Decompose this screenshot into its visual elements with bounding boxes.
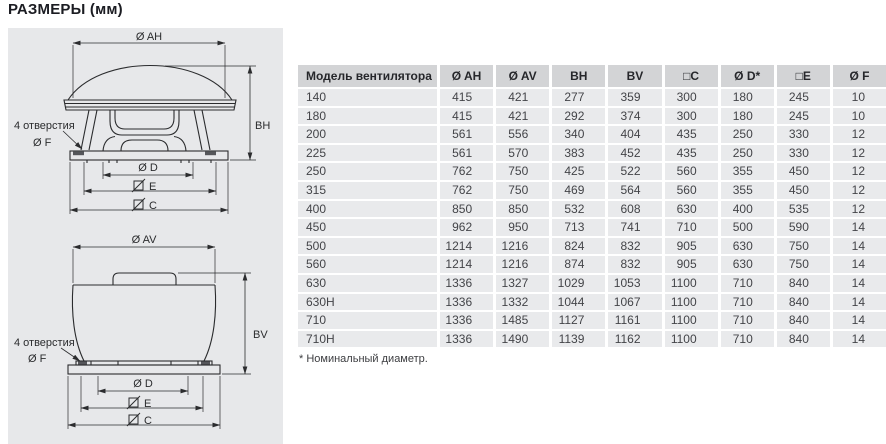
value-cell: 570 (496, 145, 549, 162)
holes-callout (14, 120, 82, 149)
value-cell: 330 (777, 126, 830, 143)
value-cell: 874 (552, 256, 605, 273)
model-cell: 140 (298, 89, 437, 106)
value-cell: 590 (777, 219, 830, 236)
value-cell: 10 (833, 89, 886, 106)
value-cell: 750 (496, 182, 549, 199)
value-cell: 532 (552, 201, 605, 218)
value-cell: 905 (665, 238, 718, 255)
holes-diameter-label: Ø F (33, 137, 52, 149)
model-cell: 400 (298, 201, 437, 218)
value-cell: 1162 (608, 331, 661, 348)
value-cell: 762 (440, 182, 493, 199)
value-cell: 330 (777, 145, 830, 162)
value-cell: 435 (665, 145, 718, 162)
value-cell: 1100 (665, 331, 718, 348)
value-cell: 415 (440, 108, 493, 125)
dim-e-label: E (149, 181, 157, 193)
value-cell: 560 (665, 182, 718, 199)
value-cell: 962 (440, 219, 493, 236)
value-cell: 1053 (608, 275, 661, 292)
column-header: BV (608, 65, 661, 87)
value-cell: 713 (552, 219, 605, 236)
value-cell: 1161 (608, 312, 661, 329)
value-cell: 415 (440, 89, 493, 106)
dim-av-label: Ø AV (131, 234, 157, 246)
value-cell: 180 (721, 89, 774, 106)
column-header: □E (777, 65, 830, 87)
model-cell: 200 (298, 126, 437, 143)
value-cell: 10 (833, 108, 886, 125)
value-cell: 1139 (552, 331, 605, 348)
value-cell: 1336 (440, 275, 493, 292)
value-cell: 355 (721, 182, 774, 199)
value-cell: 762 (440, 163, 493, 180)
value-cell: 1216 (496, 238, 549, 255)
value-cell: 608 (608, 201, 661, 218)
value-cell: 12 (833, 201, 886, 218)
value-cell: 300 (665, 108, 718, 125)
holes-note-label: 4 отверстия (14, 120, 75, 132)
value-cell: 1067 (608, 294, 661, 311)
fan-body-outline (68, 273, 220, 374)
value-cell: 561 (440, 126, 493, 143)
value-cell: 840 (777, 312, 830, 329)
value-cell: 425 (552, 163, 605, 180)
value-cell: 1029 (552, 275, 605, 292)
value-cell: 1127 (552, 312, 605, 329)
value-cell: 630 (665, 201, 718, 218)
value-cell: 1485 (496, 312, 549, 329)
dim-ah (73, 31, 225, 98)
value-cell: 840 (777, 294, 830, 311)
model-cell: 315 (298, 182, 437, 199)
value-cell: 1100 (665, 294, 718, 311)
value-cell: 1100 (665, 275, 718, 292)
value-cell: 832 (608, 238, 661, 255)
value-cell: 14 (833, 219, 886, 236)
value-cell: 404 (608, 126, 661, 143)
value-cell: 750 (496, 163, 549, 180)
value-cell: 824 (552, 238, 605, 255)
value-cell: 12 (833, 163, 886, 180)
value-cell: 710 (721, 294, 774, 311)
value-cell: 1336 (440, 312, 493, 329)
model-cell: 630 (298, 275, 437, 292)
model-cell: 450 (298, 219, 437, 236)
value-cell: 1100 (665, 312, 718, 329)
value-cell: 741 (608, 219, 661, 236)
value-cell: 1332 (496, 294, 549, 311)
value-cell: 522 (608, 163, 661, 180)
model-cell: 500 (298, 238, 437, 255)
value-cell: 277 (552, 89, 605, 106)
value-cell: 12 (833, 145, 886, 162)
value-cell: 450 (777, 182, 830, 199)
value-cell: 950 (496, 219, 549, 236)
model-cell: 710H (298, 331, 437, 348)
dim-bh-label: BH (255, 120, 271, 132)
dim-ah-label: Ø AH (135, 31, 163, 43)
page-title: РАЗМЕРЫ (мм) (8, 1, 123, 18)
dim-c-label: C (144, 415, 152, 427)
square-slash-icon (132, 198, 145, 211)
dim-d-label: Ø D (138, 162, 158, 174)
column-header: Ø AV (496, 65, 549, 87)
value-cell: 710 (721, 331, 774, 348)
model-cell: 560 (298, 256, 437, 273)
column-header: Ø D* (721, 65, 774, 87)
model-cell: 710 (298, 312, 437, 329)
square-slash-icon (127, 396, 140, 409)
value-cell: 630 (721, 256, 774, 273)
fan-vertical-discharge-drawing (8, 225, 283, 444)
dim-bv-label: BV (253, 329, 268, 341)
value-cell: 14 (833, 312, 886, 329)
value-cell: 355 (721, 163, 774, 180)
dim-c-label: C (149, 200, 157, 212)
value-cell: 556 (496, 126, 549, 143)
dim-bv (178, 273, 268, 374)
value-cell: 1336 (440, 294, 493, 311)
value-cell: 1216 (496, 256, 549, 273)
holes-note-label: 4 отверстия (14, 337, 75, 349)
column-header: BH (552, 65, 605, 87)
value-cell: 500 (721, 219, 774, 236)
value-cell: 359 (608, 89, 661, 106)
fan-horizontal-discharge-drawing (8, 28, 283, 225)
column-header-model: Модель вентилятора (298, 65, 437, 87)
value-cell: 1490 (496, 331, 549, 348)
dim-av (73, 234, 215, 283)
value-cell: 180 (721, 108, 774, 125)
value-cell: 383 (552, 145, 605, 162)
value-cell: 710 (665, 219, 718, 236)
value-cell: 1327 (496, 275, 549, 292)
dim-e-label: E (144, 398, 152, 410)
drawings-panel (8, 28, 283, 444)
dim-d-label: Ø D (133, 378, 153, 390)
value-cell: 452 (608, 145, 661, 162)
value-cell: 14 (833, 294, 886, 311)
value-cell: 850 (496, 201, 549, 218)
value-cell: 14 (833, 331, 886, 348)
value-cell: 750 (777, 256, 830, 273)
value-cell: 710 (721, 312, 774, 329)
value-cell: 750 (777, 238, 830, 255)
value-cell: 469 (552, 182, 605, 199)
value-cell: 561 (440, 145, 493, 162)
value-cell: 630 (721, 238, 774, 255)
value-cell: 850 (440, 201, 493, 218)
value-cell: 250 (721, 126, 774, 143)
dimensions-table (298, 65, 886, 347)
value-cell: 1336 (440, 331, 493, 348)
holes-diameter-label: Ø F (28, 353, 47, 365)
dim-bh (165, 66, 270, 160)
value-cell: 710 (721, 275, 774, 292)
value-cell: 421 (496, 108, 549, 125)
table-footnote: * Номинальный диаметр. (299, 353, 428, 365)
model-cell: 225 (298, 145, 437, 162)
fan-body-outline (64, 66, 236, 164)
value-cell: 12 (833, 126, 886, 143)
value-cell: 840 (777, 275, 830, 292)
value-cell: 14 (833, 238, 886, 255)
value-cell: 340 (552, 126, 605, 143)
value-cell: 1214 (440, 238, 493, 255)
value-cell: 292 (552, 108, 605, 125)
value-cell: 400 (721, 201, 774, 218)
value-cell: 374 (608, 108, 661, 125)
value-cell: 300 (665, 89, 718, 106)
value-cell: 1044 (552, 294, 605, 311)
dim-d (98, 376, 188, 395)
model-cell: 180 (298, 108, 437, 125)
value-cell: 14 (833, 275, 886, 292)
value-cell: 250 (721, 145, 774, 162)
model-cell: 630H (298, 294, 437, 311)
dim-d (103, 162, 193, 179)
value-cell: 832 (608, 256, 661, 273)
value-cell: 905 (665, 256, 718, 273)
value-cell: 840 (777, 331, 830, 348)
value-cell: 14 (833, 256, 886, 273)
square-slash-icon (127, 413, 140, 426)
column-header: Ø AH (440, 65, 493, 87)
value-cell: 421 (496, 89, 549, 106)
holes-callout (14, 337, 80, 365)
model-cell: 250 (298, 163, 437, 180)
value-cell: 435 (665, 126, 718, 143)
value-cell: 245 (777, 108, 830, 125)
column-header: Ø F (833, 65, 886, 87)
column-header: □C (665, 65, 718, 87)
value-cell: 1214 (440, 256, 493, 273)
square-slash-icon (132, 179, 145, 192)
value-cell: 245 (777, 89, 830, 106)
value-cell: 535 (777, 201, 830, 218)
value-cell: 450 (777, 163, 830, 180)
value-cell: 560 (665, 163, 718, 180)
value-cell: 564 (608, 182, 661, 199)
value-cell: 12 (833, 182, 886, 199)
